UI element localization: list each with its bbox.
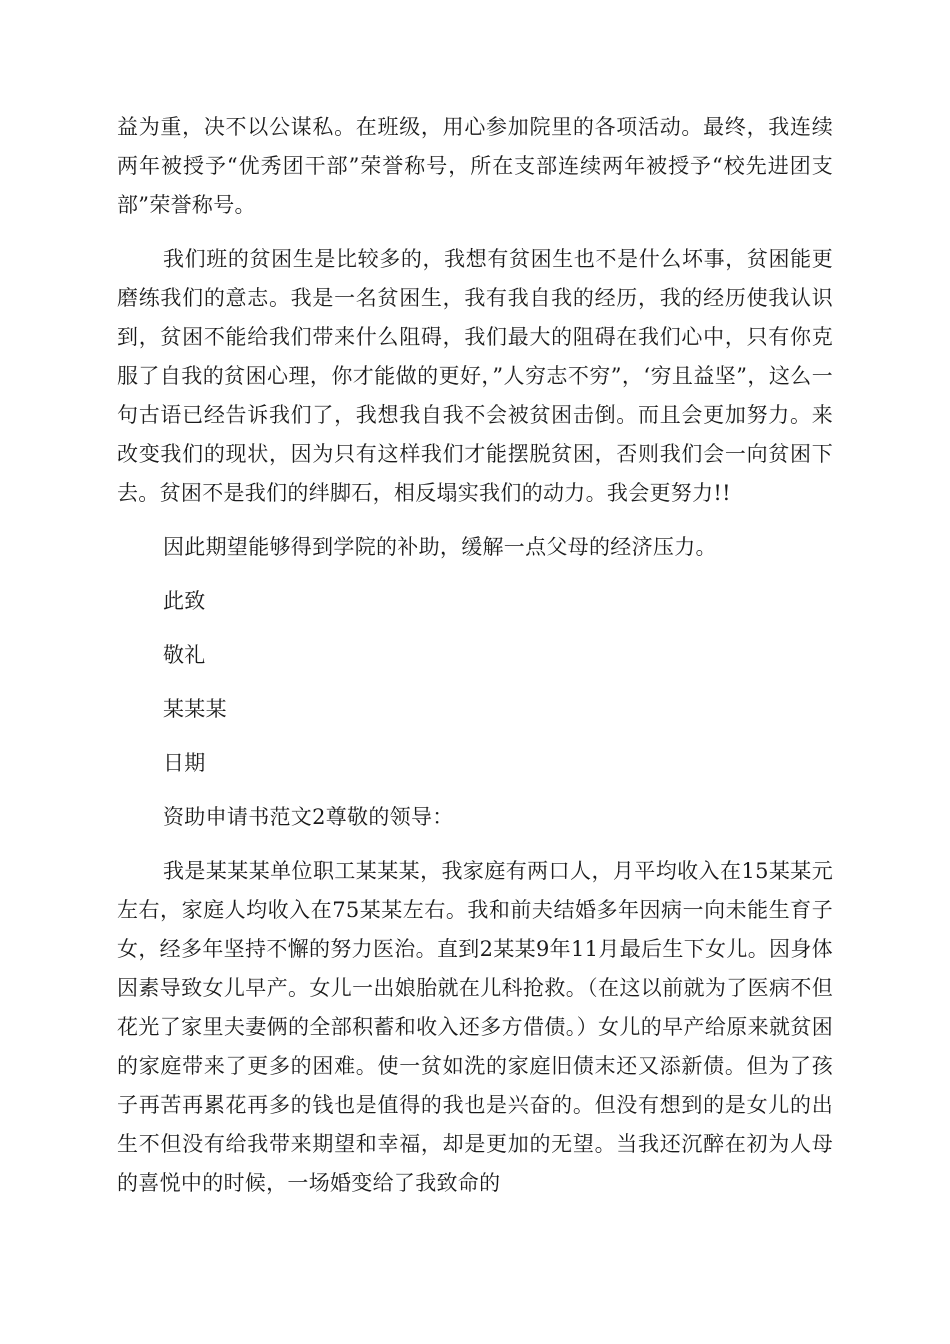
closing-regards: 敬礼 bbox=[163, 643, 206, 667]
paragraph-hope: 因此期望能够得到学院的补助，缓解一点父母的经济压力。 bbox=[163, 535, 717, 559]
signature-name: 某某某 bbox=[163, 697, 227, 721]
paragraph-poverty: 我们班的贫困生是比较多的，我想有贫困生也不是什么坏事，贫困能更磨练我们的意志。我是一名贫困生，我有我自我的经历，我的经历使我认识到，贫困不能给我们带来什么阻碍，我们最大的阻碍在我们心中，只有你克服了自我的贫困心理，你才能做的更好，”人穷志不穷”，‘穷且益坚”，这么一句古语已经告诉我们了，我想我自我不会被贫困击倒。而且会更加努力。来改变我们的现状，因为只有这样我们才能摆脱贫困，否则我们会一向贫困下去。贫困不是我们的绊脚石，相反塌实我们的动力。我会更努力!! bbox=[117, 247, 833, 505]
paragraph-family-situation: 我是某某某单位职工某某某，我家庭有两口人，月平均收入在15某某元左右，家庭人均收入在75某某左右。我和前夫结婚多年因病一向未能生育子女，经多年坚持不懈的努力医治。直到2某某9年11月最后生下女儿。因身体因素导致女儿早产。女儿一出娘胎就在儿科抢救。（在这以前就为了医病不但花光了家里夫妻俩的全部积蓄和收入还多方借债。）女儿的早产给原来就贫困的家庭带来了更多的困难。使一贫如洗的家庭旧债末还又添新债。但为了孩子再苦再累花再多的钱也是值得的我也是兴奋的。但没有想到的是女儿的出生不但没有给我带来期望和幸福，却是更加的无望。当我还沉醉在初为人母的喜悦中的时候，一场婚变给了我致命的 bbox=[117, 859, 833, 1195]
section-heading-sample-2: 资助申请书范文2尊敬的领导： bbox=[163, 805, 454, 829]
signature-date: 日期 bbox=[163, 751, 206, 775]
closing-salutation: 此致 bbox=[163, 589, 206, 613]
document-body bbox=[117, 108, 833, 1203]
paragraph-continuation: 益为重，决不以公谋私。在班级，用心参加院里的各项活动。最终，我连续两年被授予“优秀团干部”荣誉称号，所在支部连续两年被授予“校先进团支部”荣誉称号。 bbox=[117, 115, 833, 217]
